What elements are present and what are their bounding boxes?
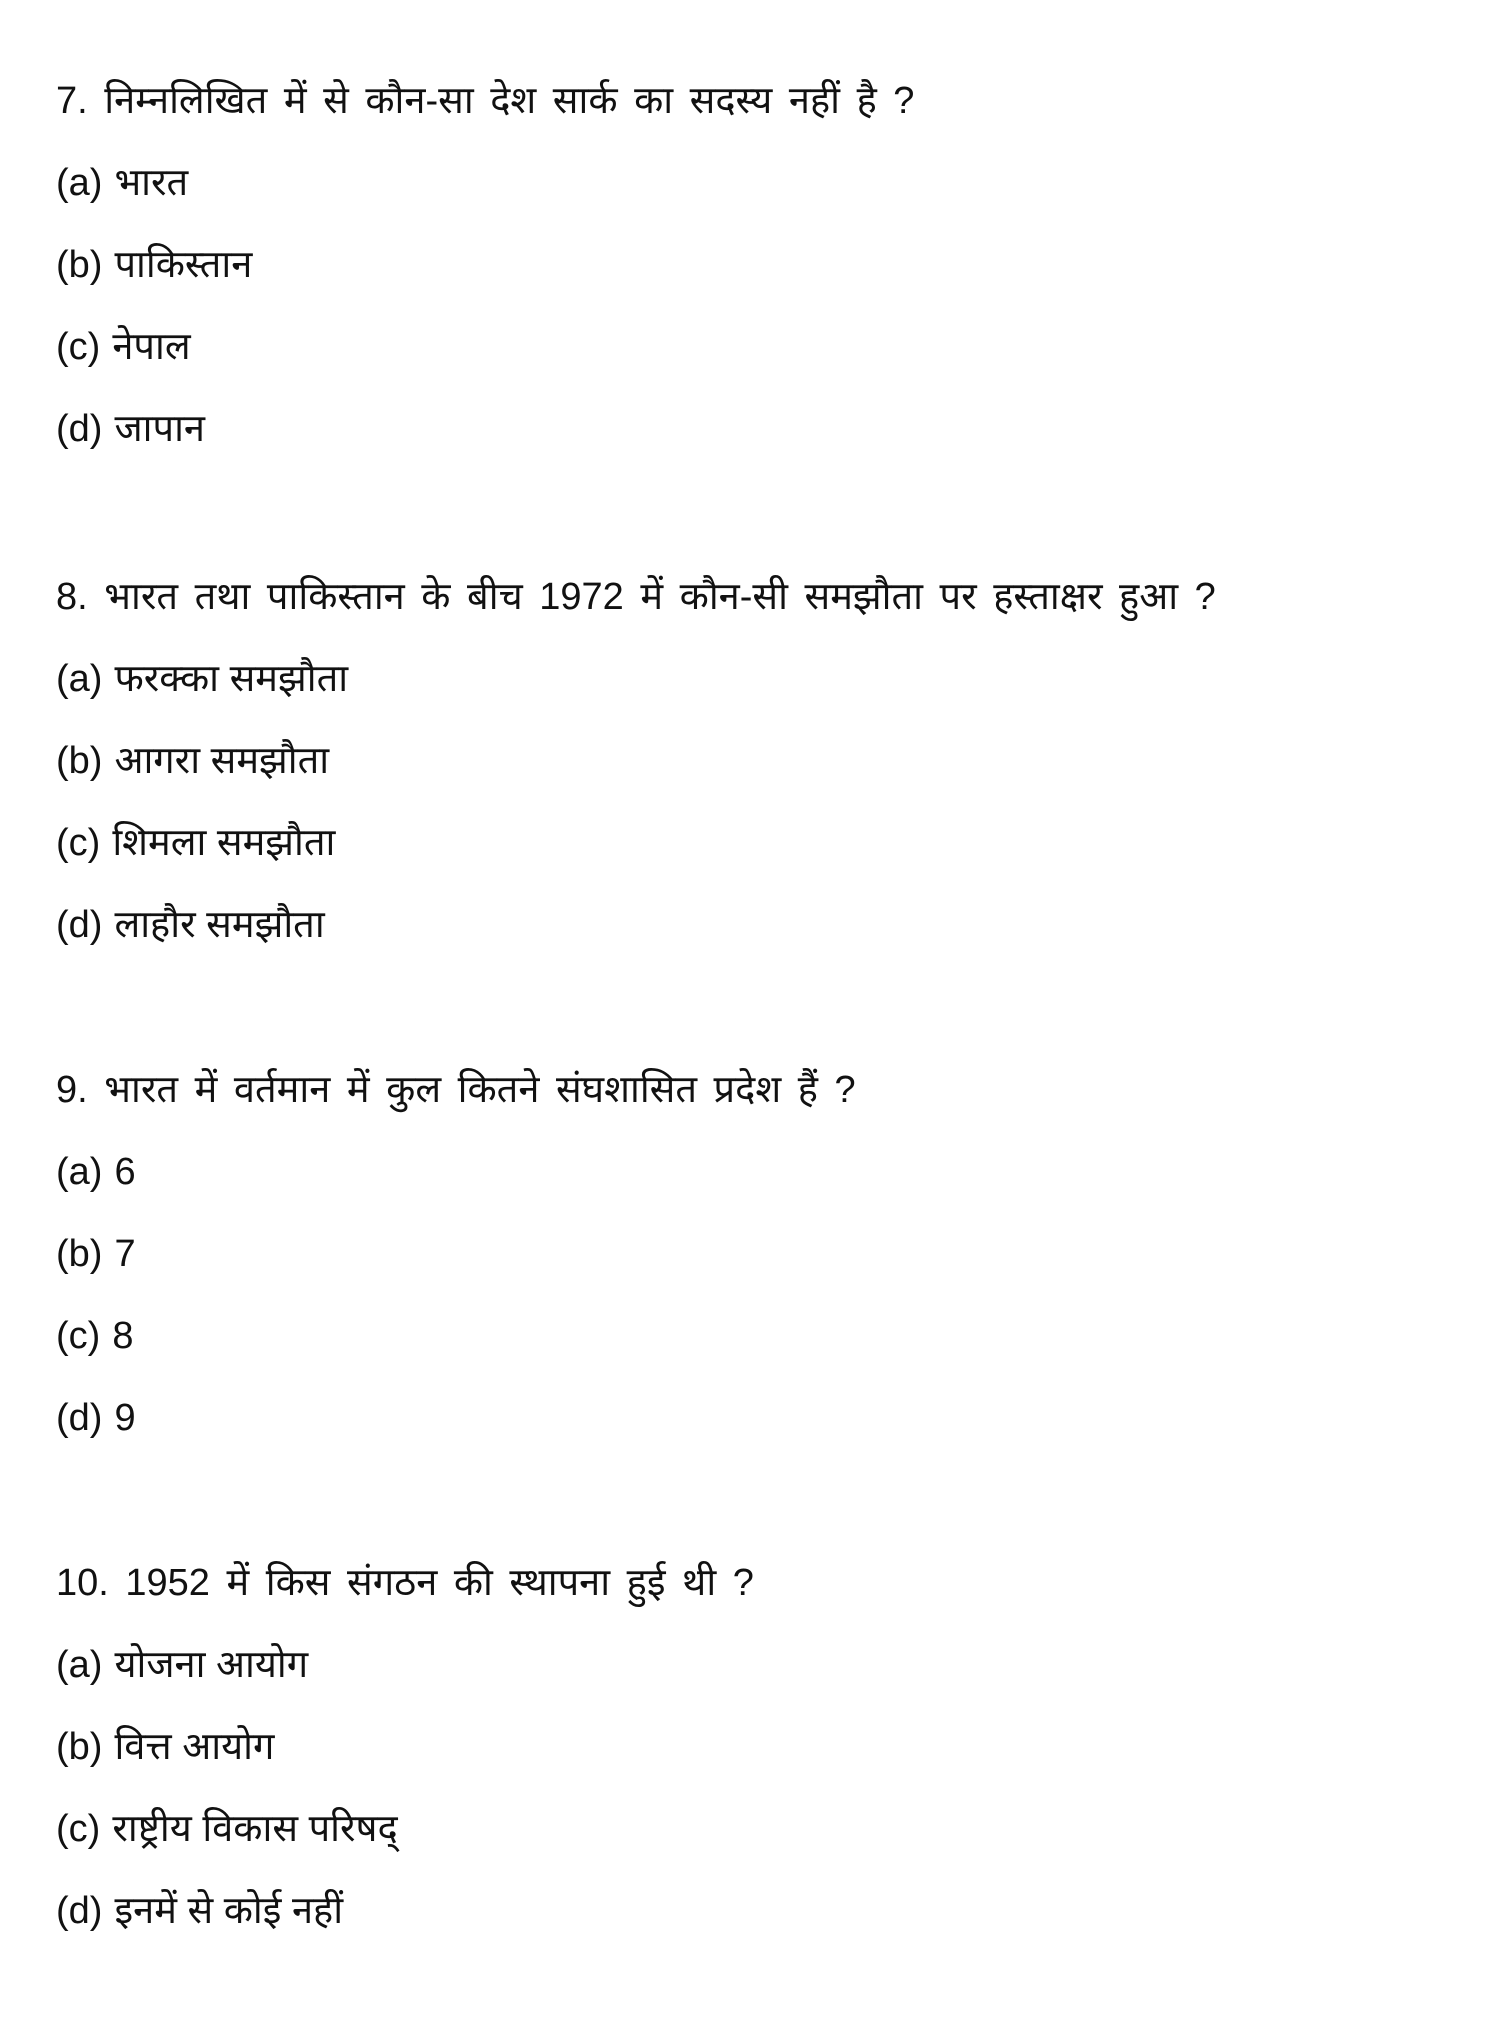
question-text: भारत में वर्तमान में कुल कितने संघशासित प्रदेश हैं ?	[104, 1069, 856, 1111]
question-number: 7.	[56, 80, 88, 122]
option-label: (a)	[56, 658, 103, 700]
option-d	[56, 404, 205, 454]
option-text: वित्त आयोग	[114, 1726, 275, 1768]
option-text: इनमें से कोई नहीं	[114, 1890, 344, 1932]
question-9	[56, 1065, 856, 1115]
question-text: निम्नलिखित में से कौन-सा देश सार्क का सदस्य नहीं है ?	[104, 80, 915, 122]
option-label: (b)	[56, 244, 103, 286]
option-label: (d)	[56, 1890, 103, 1932]
option-label: (d)	[56, 408, 103, 450]
option-c	[56, 322, 191, 372]
option-text: नेपाल	[112, 326, 191, 368]
question-number: 10.	[56, 1562, 109, 1604]
option-text: 9	[114, 1397, 136, 1439]
option-label: (c)	[56, 822, 101, 864]
option-text: आगरा समझौता	[114, 740, 330, 782]
option-b	[56, 736, 329, 786]
option-label: (c)	[56, 1808, 101, 1850]
option-label: (a)	[56, 1644, 103, 1686]
option-label: (a)	[56, 162, 103, 204]
option-text: 7	[114, 1233, 136, 1275]
option-a	[56, 1640, 308, 1690]
option-label: (d)	[56, 1397, 103, 1439]
option-c	[56, 818, 335, 868]
option-a	[56, 158, 188, 208]
question-text: भारत तथा पाकिस्तान के बीच 1972 में कौन-सी समझौता पर हस्ताक्षर हुआ ?	[104, 576, 1216, 618]
option-label: (b)	[56, 1726, 103, 1768]
option-d	[56, 1886, 343, 1936]
option-d	[56, 900, 325, 950]
option-text: जापान	[114, 408, 206, 450]
option-text: योजना आयोग	[114, 1644, 309, 1686]
option-label: (c)	[56, 1315, 101, 1357]
question-number: 8.	[56, 576, 88, 618]
option-b	[56, 1722, 274, 1772]
question-7	[56, 76, 914, 126]
option-label: (a)	[56, 1151, 103, 1193]
option-label: (b)	[56, 1233, 103, 1275]
option-b	[56, 1229, 136, 1279]
option-c	[56, 1804, 398, 1854]
option-text: 6	[114, 1151, 136, 1193]
option-text: 8	[112, 1315, 134, 1357]
option-text: राष्ट्रीय विकास परिषद्	[112, 1808, 398, 1850]
option-label: (c)	[56, 326, 101, 368]
option-text: भारत	[114, 162, 189, 204]
option-a	[56, 1147, 136, 1197]
option-b	[56, 240, 252, 290]
question-8	[56, 572, 1216, 622]
question-10	[56, 1558, 754, 1608]
option-d	[56, 1393, 136, 1443]
option-text: लाहौर समझौता	[114, 904, 325, 946]
question-text: 1952 में किस संगठन की स्थापना हुई थी ?	[125, 1562, 754, 1604]
option-a	[56, 654, 348, 704]
option-text: फरक्का समझौता	[114, 658, 349, 700]
option-label: (b)	[56, 740, 103, 782]
option-text: शिमला समझौता	[112, 822, 336, 864]
option-label: (d)	[56, 904, 103, 946]
question-number: 9.	[56, 1069, 88, 1111]
option-text: पाकिस्तान	[114, 244, 253, 286]
option-c	[56, 1311, 133, 1361]
